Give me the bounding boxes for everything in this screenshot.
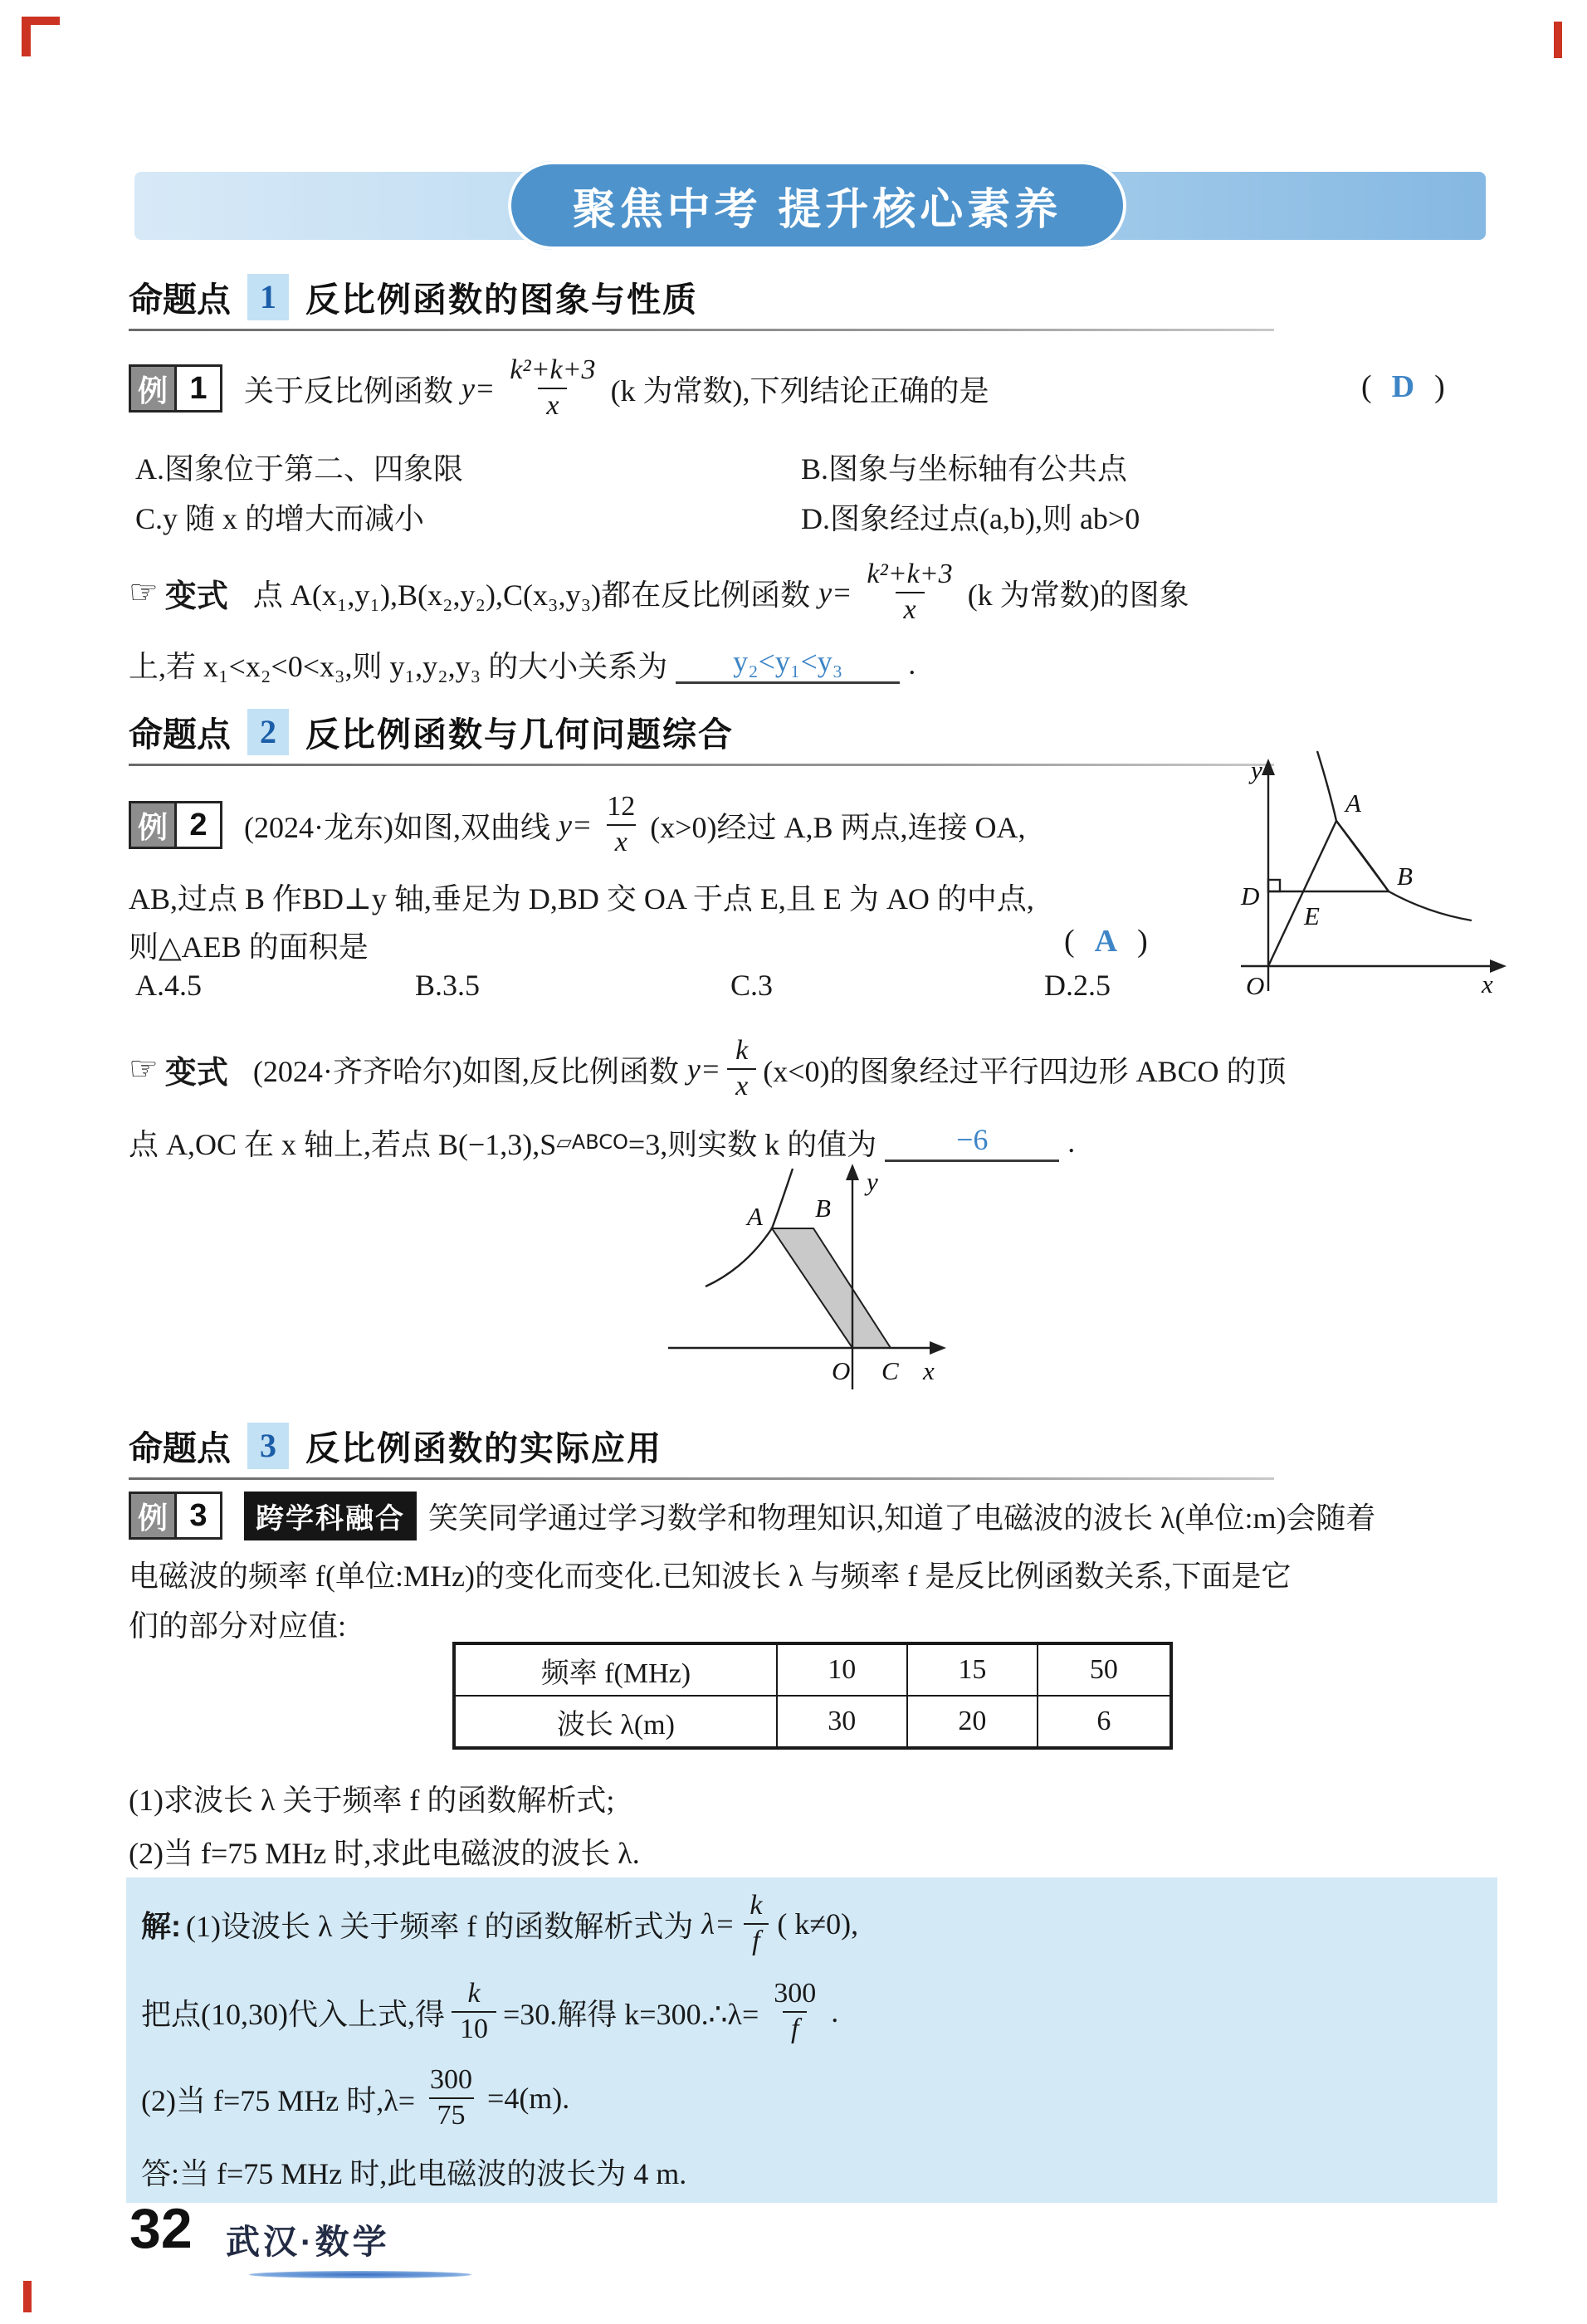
variation-2-line-1 — [129, 1023, 1287, 1116]
solution-3-text-b: =4(m). — [487, 2082, 570, 2115]
example-1-option-a: A.图象位于第二、四象限 — [135, 452, 463, 486]
footer-swoosh-decoration — [249, 2271, 471, 2278]
question-1: (1)求波长 λ 关于频率 f 的函数解析式; — [129, 1783, 615, 1817]
example-2-text-1: (2024·龙东)如图,双曲线 — [244, 810, 550, 844]
example-2-option-c: C.3 — [730, 969, 774, 1002]
variation-2-subscript: ▱ABCO — [556, 1130, 628, 1154]
variation-2-eq: y= — [686, 1052, 721, 1086]
variation-2-tag: ☞ 变式 — [129, 1050, 228, 1091]
example-2-line-3 — [129, 921, 369, 968]
label-A: A — [747, 1202, 763, 1231]
y-axis-arrow — [1262, 759, 1275, 775]
example-1-options-row-1 — [129, 446, 1496, 489]
variation-2-text-3b: =3,则实数 k 的值为 — [627, 1127, 877, 1161]
example-3-line-3 — [129, 1600, 346, 1647]
label-O: O — [832, 1356, 851, 1385]
footer-brand: 武汉·数学 — [226, 2223, 390, 2261]
label-y: y — [1251, 755, 1262, 784]
example-3-badge: 例 3 — [129, 1492, 222, 1540]
example-badge-label: 例 — [131, 367, 174, 410]
crop-mark-top-left-v — [22, 17, 31, 56]
example-1-intro: 关于反比例函数 — [244, 374, 454, 408]
table-header-wavelength: 波长 λ(m) — [454, 1696, 777, 1748]
example-1-after: (k 为常数),下列结论正确的是 — [610, 374, 989, 408]
section-3-heading — [129, 1421, 662, 1470]
label-y: y — [867, 1167, 878, 1196]
example-2-option-b: B.3.5 — [415, 969, 481, 1002]
example-2-text-2: (x>0)经过 A,B 两点,连接 OA, — [650, 810, 1026, 844]
example-1-option-d: D.图象经过点(a,b),则 ab>0 — [801, 502, 1140, 535]
variation-1-eq: y= — [818, 576, 852, 609]
page-number: 32 — [129, 2197, 193, 2260]
example-1-fraction: $\frac{\text{k²+k+3}}{x}$ — [501, 354, 603, 423]
pointing-hand-icon: ☞ — [129, 574, 159, 612]
section-3-title: 反比例函数的实际应用 — [305, 1429, 662, 1467]
table-cell: 6 — [1038, 1696, 1171, 1748]
right-angle-mark — [1268, 880, 1280, 891]
example-2-fraction: $\frac{12}{x}$ — [598, 790, 643, 860]
variation-1-text-2: (k 为常数)的图象 — [967, 578, 1189, 612]
section-3-number: 3 — [247, 1423, 289, 1469]
segment-AB — [1336, 821, 1389, 891]
example-1-answer: ( D ) — [1361, 369, 1445, 404]
solution-line-3 — [141, 2057, 569, 2140]
example-2-eq: y= — [558, 808, 593, 842]
solution-3-text-a: (2)当 f=75 MHz 时,λ= — [141, 2083, 416, 2117]
section-2-number: 2 — [247, 709, 289, 755]
segment-OA — [1268, 821, 1336, 966]
label-O: O — [1246, 971, 1265, 1000]
variation-1-text-3: 上,若 x₁<x₂<0<x₃,则 y₁,y₂,y₃ 的大小关系为 — [129, 649, 668, 683]
solution-line-4: 答:当 f=75 MHz 时,此电磁波的波长为 4 m. — [141, 2156, 687, 2190]
example-1-option-c: C.y 随 x 的增大而减小 — [135, 502, 425, 535]
label-C: C — [881, 1356, 899, 1385]
variation-1-line-1 — [129, 546, 1189, 639]
solution-1-text-a: (1)设波长 λ 关于频率 f 的函数解析式为 — [186, 1909, 694, 1943]
section-1-title: 反比例函数的图象与性质 — [305, 281, 698, 319]
variation-1-answer-blank: y₂<y₁<y₃ — [676, 644, 900, 684]
variation-2-text-3a: 点 A,OC 在 x 轴上,若点 B(−1,3),S — [129, 1127, 557, 1161]
crop-mark-bottom-left — [23, 2281, 32, 2312]
banner-title: 聚焦中考 提升核心素养 — [572, 186, 1062, 234]
solution-line-1 — [141, 1882, 858, 1965]
solution-fraction-300f: $\frac{300}{f}$ — [765, 1977, 824, 2047]
question-2: (2)当 f=75 MHz 时,求此电磁波的波长 λ. — [129, 1836, 640, 1870]
solution-1-text-b: ( k≠0), — [777, 1907, 859, 1941]
label-B: B — [815, 1194, 831, 1223]
example-2-line-2 — [129, 873, 1034, 920]
example-badge-number: 1 — [174, 367, 220, 410]
y-axis-arrow — [846, 1164, 859, 1180]
variation-2-line-2: 点 A,OC 在 x 轴上,若点 B(−1,3),S ▱ABCO =3,则实数 k 的值为 −6 . — [129, 1119, 1075, 1165]
label-x: x — [923, 1356, 935, 1385]
x-axis-arrow — [930, 1341, 946, 1355]
hyperbola-curve — [1317, 751, 1472, 920]
table-cell: 10 — [777, 1643, 907, 1696]
example-3-line-2 — [129, 1550, 1291, 1597]
example-2-text-3: AB,过点 B 作BD⊥y 轴,垂足为 D,BD 交 OA 于点 E,且 E 为 AO 的中点, — [129, 881, 1034, 915]
section-1-rule — [129, 329, 1274, 331]
example-2-figure — [1183, 715, 1515, 1010]
variation-1-line-2: 上,若 x₁<x₂<0<x₃,则 y₁,y₂,y₃ 的大小关系为 y₂<y₁<y₃ . — [129, 641, 916, 687]
table-cell: 30 — [777, 1696, 907, 1748]
solution-fraction-30075: $\frac{300}{75}$ — [422, 2063, 481, 2133]
label-E: E — [1304, 901, 1320, 930]
example-3-text-3: 们的部分对应值: — [129, 1609, 347, 1643]
section-3-rule — [129, 1477, 1274, 1480]
variation-2-fraction: $\frac{k}{x}$ — [727, 1034, 756, 1104]
section-3-tag: 命题点 — [129, 1429, 231, 1467]
solution-tag: 解: — [141, 1908, 181, 1943]
crop-mark-top-right — [1554, 22, 1562, 58]
table-cell: 15 — [907, 1643, 1038, 1696]
variation-2-text-1: (2024·齐齐哈尔)如图,反比例函数 — [252, 1054, 679, 1088]
example-1-stem — [129, 342, 989, 435]
solution-1-eq: λ= — [701, 1907, 735, 1941]
label-A: A — [1345, 788, 1361, 818]
variation-2-figure — [639, 1152, 988, 1409]
table-header-frequency: 频率 f(MHz) — [454, 1643, 777, 1696]
section-2-heading — [129, 707, 734, 756]
banner-pill — [508, 161, 1126, 250]
example-2-stem — [129, 779, 1026, 872]
label-B: B — [1397, 862, 1413, 891]
label-D: D — [1241, 881, 1260, 911]
pointing-hand-icon: ☞ — [129, 1050, 159, 1088]
example-3-text-1: 笑笑同学通过学习数学和物理知识,知道了电磁波的波长 λ(单位:m)会随着 — [428, 1501, 1376, 1535]
cross-subject-badge: 跨学科融合 — [244, 1492, 417, 1540]
solution-fraction-kf: $\frac{k}{f}$ — [741, 1889, 770, 1959]
section-1-tag: 命题点 — [129, 281, 231, 319]
variation-1-text-1: 点 A(x₁,y₁),B(x₂,y₂),C(x₃,y₃)都在反比例函数 — [252, 578, 811, 612]
section-1-number: 1 — [247, 274, 289, 320]
table-cell: 50 — [1038, 1643, 1171, 1696]
example-1-badge — [129, 364, 222, 413]
example-2-answer-letter: A — [1094, 924, 1118, 959]
example-1-option-b: B.图象与坐标轴有公共点 — [801, 452, 1128, 486]
solution-line-2: 把点(10,30)代入上式,得 $\frac{k}{10}$ =30.解得 k=300.∴λ= $\frac{300}{f}$ . — [141, 1965, 838, 2058]
section-2-tag: 命题点 — [129, 715, 231, 754]
example-2-option-d: D.2.5 — [1044, 969, 1111, 1002]
section-2-rule — [129, 764, 1274, 766]
table-cell: 20 — [907, 1696, 1038, 1748]
example-2-answer: ( A ) — [1064, 924, 1148, 959]
variation-2-answer-blank: −6 — [885, 1122, 1059, 1162]
variation-1-tag: ☞ 变式 — [129, 574, 228, 614]
frequency-wavelength-table — [452, 1642, 1173, 1750]
variation-1-fraction: $\frac{\text{k²+k+3}}{x}$ — [858, 558, 960, 627]
example-2-option-a: A.4.5 — [135, 969, 202, 1002]
variation-2-text-2: (x<0)的图象经过平行四边形 ABCO 的顶 — [763, 1054, 1287, 1088]
solution-2-text-a: 把点(10,30)代入上式,得 — [141, 1997, 445, 2031]
solution-fraction-k10: $\frac{k}{10}$ — [452, 1977, 496, 2047]
example-1-eq: y= — [461, 372, 496, 405]
label-x: x — [1482, 969, 1493, 998]
example-3-stem — [129, 1489, 1375, 1542]
solution-2-text-b: =30.解得 k=300.∴λ= — [502, 1997, 759, 2031]
example-2-text-4: 则△AEB 的面积是 — [129, 930, 369, 964]
example-3-text-2: 电磁波的频率 f(单位:MHz)的变化而变化.已知波长 λ 与频率 f 是反比例函数关系,下面是它 — [129, 1559, 1292, 1593]
section-1-heading — [129, 272, 698, 321]
table-row — [454, 1643, 1171, 1696]
example-1-options-row-2 — [129, 496, 1496, 539]
example-2-badge: 例 2 — [129, 801, 222, 849]
table-row — [454, 1696, 1171, 1748]
section-2-title: 反比例函数与几何问题综合 — [305, 715, 734, 754]
parallelogram-ABCO — [772, 1228, 891, 1348]
example-1-answer-letter: D — [1391, 369, 1415, 404]
